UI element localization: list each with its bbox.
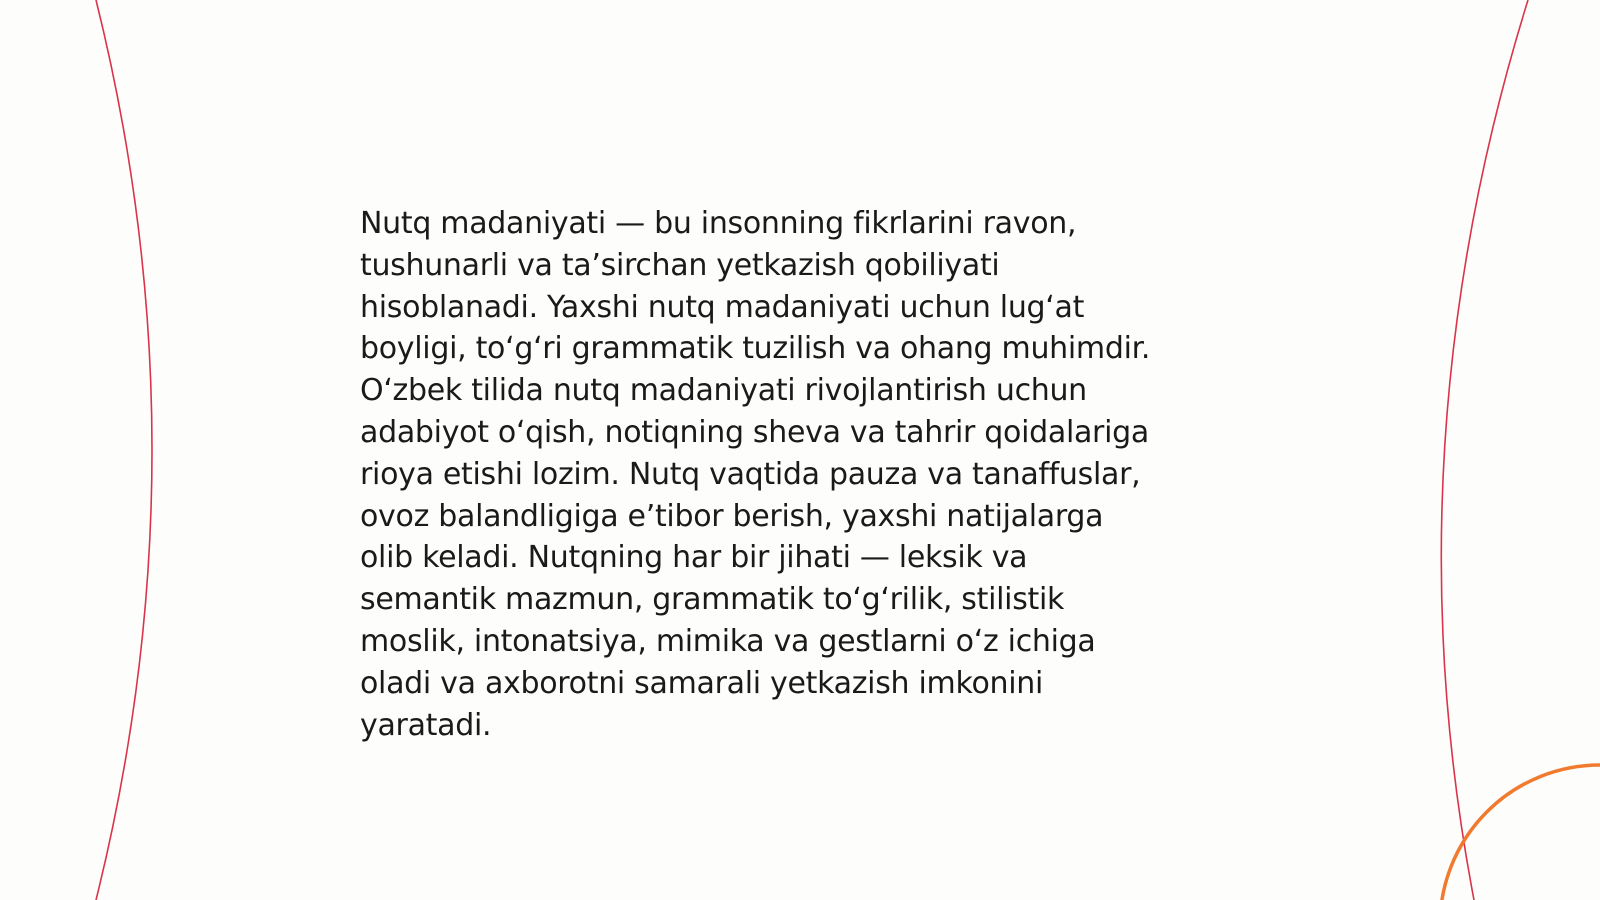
paragraph-line: yaratadi. [360,707,492,743]
paragraph-line: Nutq madaniyati — bu insonning fikrlarini ravon, [360,206,1077,241]
paragraph-line: moslik, intonatsiya, mimika va gestlarni o‘z ichiga [360,623,1096,659]
paragraph-line: tushunarli va ta’sirchan yetkazish qobiliyati [360,247,1000,283]
left-arc-line [96,0,152,900]
paragraph-line: rioya etishi lozim. Nutq vaqtida pauza va tanaffuslar, [360,456,1141,492]
paragraph-line: O‘zbek tilida nutq madaniyati rivojlantirish uchun [360,373,1087,409]
paragraph-line: olib keladi. Nutqning har bir jihati — leksik va [360,540,1028,576]
right-arc-line [1441,0,1528,900]
paragraph-line: boyligi, to‘g‘ri grammatik tuzilish va ohang muhimdir. [360,331,1151,367]
paragraph-line: semantik mazmun, grammatik to‘g‘rilik, stilistik [360,582,1065,618]
paragraph-line: ovoz balandligiga e’tibor berish, yaxshi natijalarga [360,498,1104,534]
paragraph-line: adabiyot o‘qish, notiqning sheva va tahrir qoidalariga [360,414,1149,450]
corner-circle [1440,765,1600,900]
paragraph-line: oladi va axborotni samarali yetkazish imkonini [360,665,1043,701]
paragraph-line: hisoblanadi. Yaxshi nutq madaniyati uchun lug‘at [360,289,1085,325]
paragraph [360,203,1240,746]
